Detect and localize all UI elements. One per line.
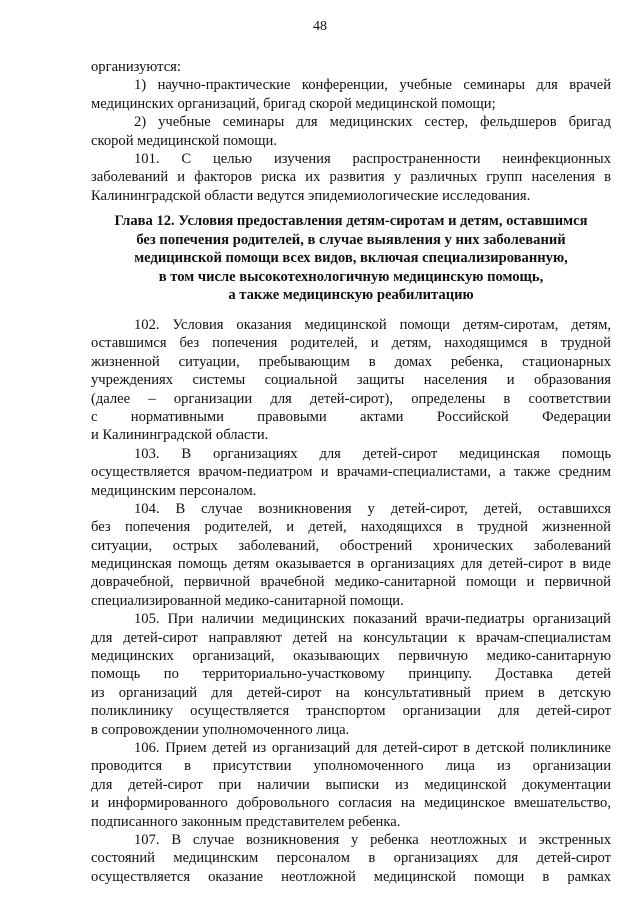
text-line: учреждениях системы социальной защиты населения и образования — [91, 372, 611, 389]
heading-line: а также медицинскую реабилитацию — [228, 287, 474, 304]
text-line: (далее – организации для детей-сирот), определены в соответствии — [91, 390, 611, 407]
text-line: медицинским персоналом. — [91, 482, 257, 499]
page-number: 48 — [313, 19, 327, 34]
text-line: для детей-сирот при наличии выписки из медицинской документации — [91, 776, 611, 793]
text-line: специализированной медико-санитарной помощи. — [91, 592, 404, 609]
text-line: медицинских организаций, бригад скорой медицинской помощи; — [91, 95, 496, 112]
text-line: медицинская помощь детям оказывается в организациях для детей-сирот в виде — [91, 556, 611, 573]
text-line: подписанного законным представителем ребенка. — [91, 813, 401, 830]
text-line: помощь по территориально-участковому принципу. Доставка детей — [91, 666, 611, 683]
heading-line: медицинской помощи всех видов, включая специализированную, — [134, 250, 568, 267]
text-line: 2) учебные семинары для медицинских сестер, фельдшеров бригад — [134, 114, 611, 131]
heading-line: в том числе высокотехнологичную медицинскую помощь, — [158, 268, 544, 285]
top-text-block — [91, 58, 611, 205]
chapter-heading — [91, 212, 611, 305]
text-line: заболеваний и факторов риска их развития у различных групп населения в — [91, 169, 611, 186]
text-line: и Калининградской области. — [91, 427, 269, 444]
text-line: из организаций для детей-сирот на консультативный прием в детскую — [91, 684, 611, 701]
text-line: ситуации, острых заболеваний, обострений хронических заболеваний — [91, 537, 611, 554]
text-line: состояний медицинским персоналом в организациях для детей-сирот — [91, 850, 611, 867]
heading-line: без попечения родителей, в случае выявления у них заболеваний — [136, 231, 566, 248]
text-line: жизненной ситуации, пребывающим в домах ребенка, стационарных — [91, 353, 611, 370]
text-line: доврачебной, первичной врачебной медико-санитарной помощи и первичной — [91, 574, 611, 591]
text-line: 103. В организациях для детей-сирот медицинская помощь — [134, 445, 611, 462]
text-line: организуются: — [91, 59, 181, 75]
text-line: без попечения родителей, и детей, находящихся в трудной жизненной — [91, 519, 611, 536]
body-text-block — [91, 316, 611, 886]
text-line: 106. Прием детей из организаций для детей-сирот в детской поликлинике — [134, 739, 611, 756]
text-line: и информированного добровольного согласия на медицинское вмешательство, — [91, 795, 611, 812]
text-line: осуществляется врачом-педиатром и врачами-специалистами, а также средним — [91, 464, 611, 481]
text-line: 1) научно-практические конференции, учебные семинары для врачей — [134, 77, 611, 94]
text-line: 107. В случае возникновения у ребенка неотложных и экстренных — [134, 831, 611, 848]
text-line: в сопровождении уполномоченного лица. — [91, 721, 350, 738]
text-line: с нормативными правовыми актами Российской Федерации — [91, 408, 611, 425]
text-line: 104. В случае возникновения у детей-сирот, детей, оставшихся — [134, 500, 611, 517]
text-line: Калининградской области ведутся эпидемиологические исследования. — [91, 187, 531, 204]
text-line: проводится в присутствии уполномоченного лица из организации — [91, 758, 611, 775]
text-line: скорой медицинской помощи. — [91, 132, 277, 149]
text-line: 101. С целью изучения распространенности неинфекционных — [134, 150, 611, 167]
text-line: 102. Условия оказания медицинской помощи детям-сиротам, детям, — [134, 317, 611, 333]
text-line: 105. При наличии медицинских показаний врачи-педиатры организаций — [134, 611, 611, 628]
text-line: медицинских организаций, оказывающих первичную медико-санитарную — [91, 648, 611, 665]
text-line: для детей-сирот направляют детей на консультации к врачам-специалистам — [91, 629, 611, 646]
heading-line: Глава 12. Условия предоставления детям-сиротам и детям, оставшимся — [114, 213, 588, 229]
text-line: осуществляется оказание неотложной медицинской помощи в рамках — [91, 868, 611, 885]
text-line: оставшимся без попечения родителей, и детям, находящимся в трудной — [91, 335, 611, 352]
text-line: поликлинику осуществляется транспортом организации для детей-сирот — [91, 703, 611, 720]
